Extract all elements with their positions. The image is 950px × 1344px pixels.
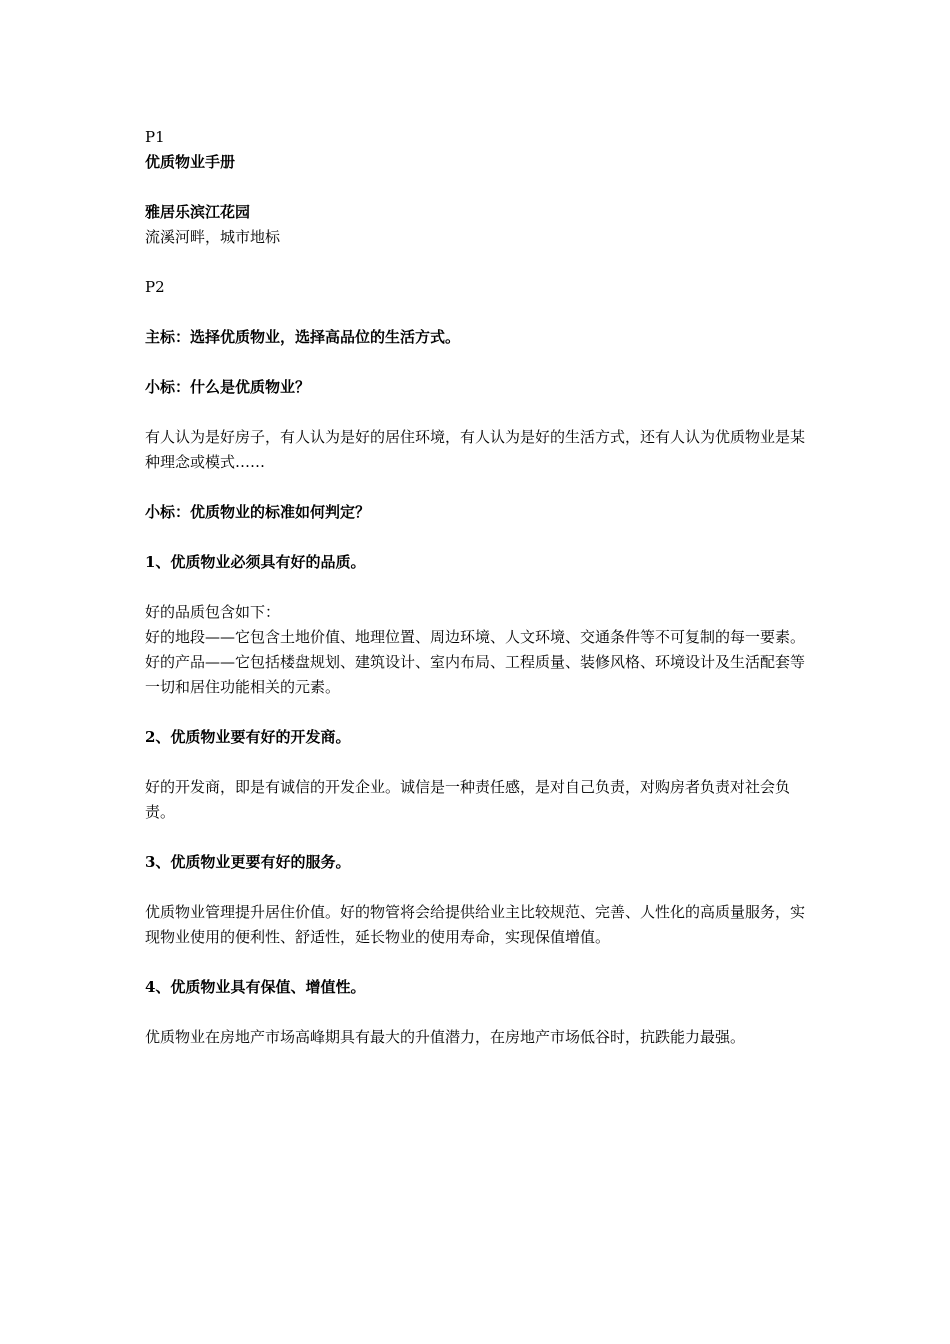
item-3-paragraph: 优质物业管理提升居住价值。好的物管将会给提供给业主比较规范、完善、人性化的高质量服务，实现物业使用的便利性、舒适性，延长物业的使用寿命，实现保值增值。 xyxy=(145,903,806,946)
item-2-heading: 2、优质物业要有好的开发商。 xyxy=(145,728,351,746)
spacer xyxy=(145,250,810,275)
spacer xyxy=(145,1000,810,1025)
spacer xyxy=(145,475,810,500)
document-title: 优质物业手册 xyxy=(145,153,236,171)
spacer xyxy=(145,525,810,550)
subheading-what-is: 小标：什么是优质物业？ xyxy=(145,378,311,396)
spacer xyxy=(145,750,810,775)
spacer xyxy=(145,400,810,425)
spacer xyxy=(145,350,810,375)
spacer xyxy=(145,575,810,600)
page-marker-p1: P1 xyxy=(145,128,165,146)
item-1-intro: 好的品质包含如下： xyxy=(145,603,281,621)
item-2-paragraph: 好的开发商，即是有诚信的开发企业。诚信是一种责任感，是对自己负责，对购房者负责对社会负责。 xyxy=(145,778,791,821)
item-4-paragraph: 优质物业在房地产市场高峰期具有最大的升值潜力，在房地产市场低谷时，抗跌能力最强。 xyxy=(145,1028,746,1046)
spacer xyxy=(145,950,810,975)
document-page xyxy=(145,125,810,1050)
main-heading: 主标：选择优质物业，选择高品位的生活方式。 xyxy=(145,328,461,346)
item-1-location: 好的地段——它包含土地价值、地理位置、周边环境、人文环境、交通条件等不可复制的每一要素。 xyxy=(145,628,806,646)
subheading-criteria: 小标：优质物业的标准如何判定？ xyxy=(145,503,371,521)
spacer xyxy=(145,825,810,850)
item-3-heading: 3、优质物业更要有好的服务。 xyxy=(145,853,351,871)
item-1-product: 好的产品——它包括楼盘规划、建筑设计、室内布局、工程质量、装修风格、环境设计及生活配套等一切和居住功能相关的元素。 xyxy=(145,653,806,696)
spacer xyxy=(145,875,810,900)
paragraph-what-is: 有人认为是好房子，有人认为是好的居住环境，有人认为是好的生活方式，还有人认为优质物业是某种理念或模式…… xyxy=(145,428,806,471)
project-slogan: 流溪河畔，城市地标 xyxy=(145,228,281,246)
page-marker-p2: P2 xyxy=(145,278,165,296)
spacer xyxy=(145,175,810,200)
item-1-heading: 1、优质物业必须具有好的品质。 xyxy=(145,553,366,571)
item-4-heading: 4、优质物业具有保值、增值性。 xyxy=(145,978,366,996)
spacer xyxy=(145,300,810,325)
project-name: 雅居乐滨江花园 xyxy=(145,203,251,221)
spacer xyxy=(145,700,810,725)
